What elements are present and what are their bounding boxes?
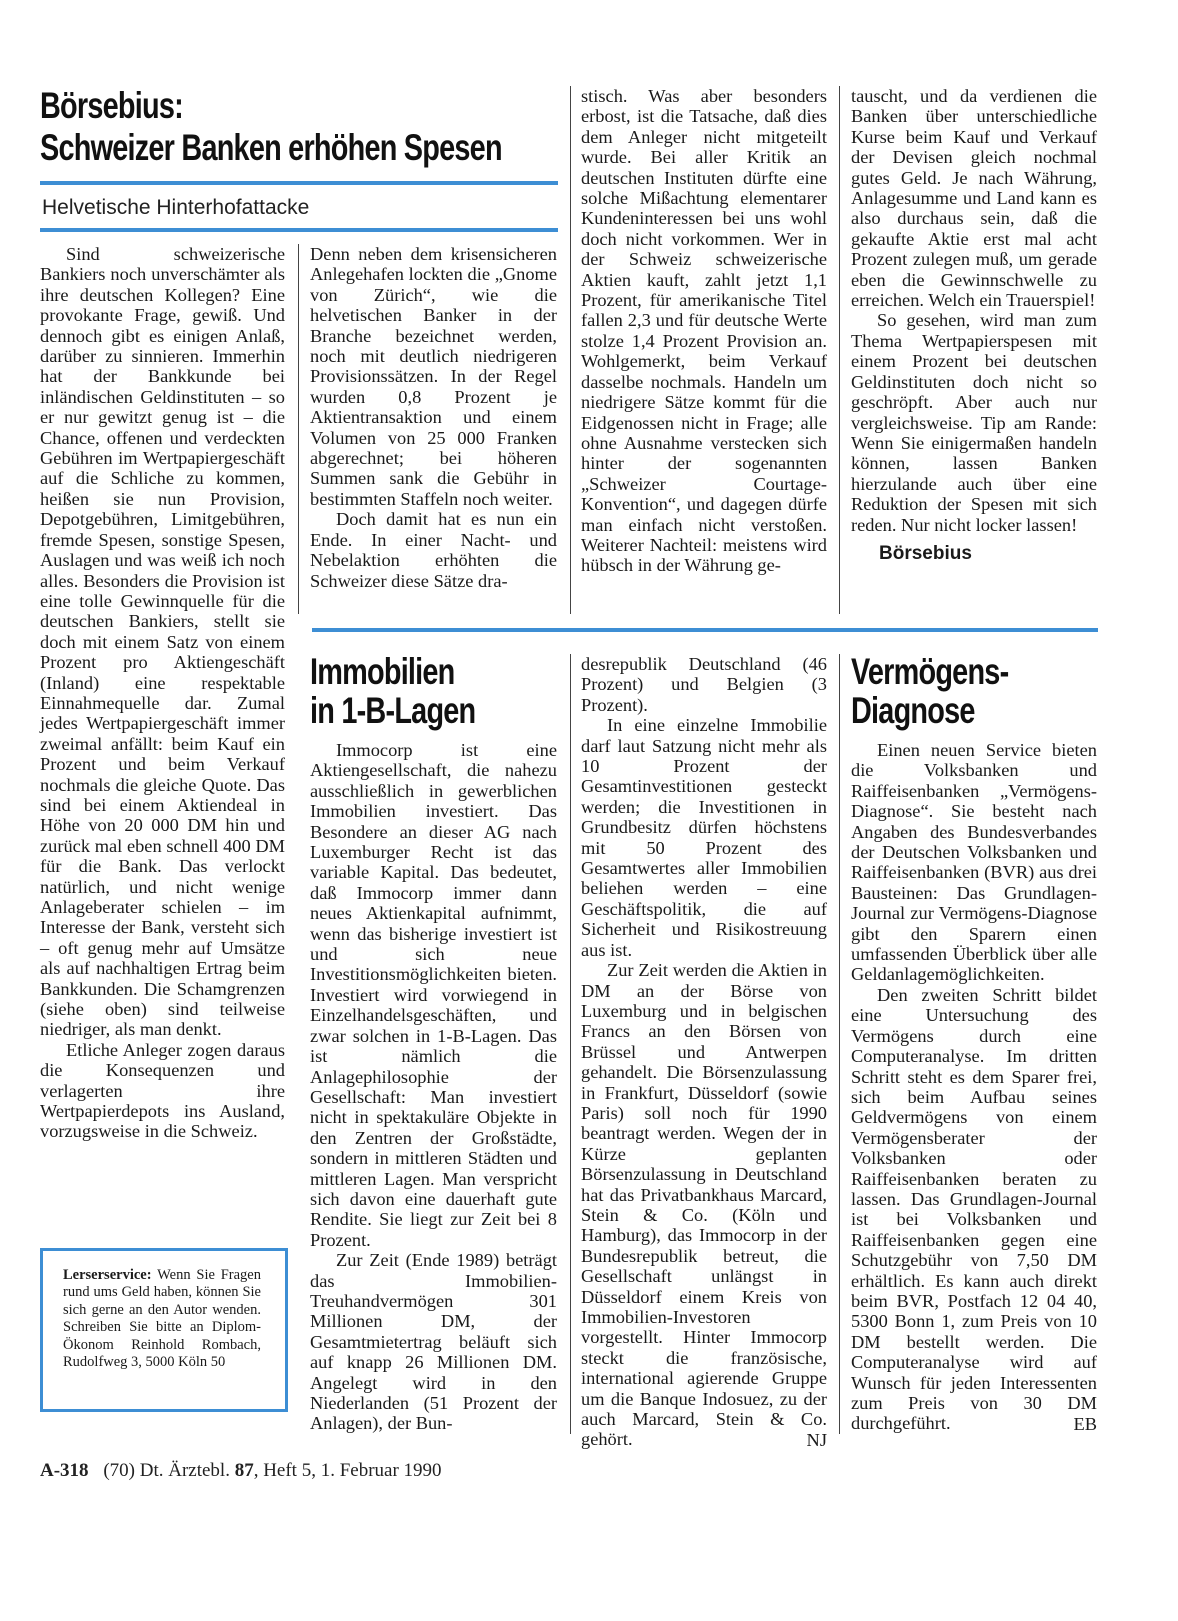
footer-issue-suffix: , Heft 5, 1. Februar 1990: [253, 1460, 442, 1481]
column-divider: [839, 86, 840, 614]
article3-signature: EB: [1073, 1413, 1097, 1434]
article1-headline: [40, 86, 580, 170]
article2-headline: [310, 652, 560, 730]
subheadline-rule: [40, 228, 558, 232]
article2-column-2: [581, 654, 827, 1450]
article3-paragraph-1: Einen neuen Service bieten die Volksbanken und Raiffeisenbanken „Vermögens-Diagnose“. Sie besteht nach Angaben des Bundesverbandes der Deutschen Volksbanken und Raiffeisenbanken (BVR) aus drei Bausteinen: Das Grundlagen-Journal zur Vermögens-Diagnose gibt den Sparern einen umfassenden Überblick über alle Geldanlagemöglichkeiten.: [851, 740, 1097, 985]
footer-volume: 87: [234, 1460, 254, 1481]
section-rule: [312, 628, 1098, 632]
article2-column-1: [310, 740, 557, 1434]
article2-col1-paragraph-2: Zur Zeit (Ende 1989) beträgt das Immobilien-Treuhandvermögen 301 Millionen DM, der Gesamtmietertrag beläuft sich auf knapp 26 Millionen DM. Angelegt wird in den Niederlanden (51 Prozent der Anlagen), der Bun-: [310, 1250, 557, 1434]
article1-column-4: [851, 86, 1097, 564]
article1-col2-paragraph-2: Doch damit hat es nun ein Ende. In einer Nacht- und Nebelaktion erhöhten die Schweizer diese Sätze dra-: [310, 509, 557, 591]
article3-headline: [851, 652, 1101, 730]
article2-signature: NJ: [806, 1429, 827, 1450]
article1-column-1: [40, 244, 285, 1142]
article1-headline-line1: Börsebius:: [40, 85, 183, 126]
article1-col4-paragraph-1: tauscht, und da verdienen die Banken über unterschiedliche Kurse beim Kauf und Verkauf der Devisen gleich nochmal gutes Geld. Je nach Währung, Anlagesumme und Land kann es also durchaus sein, daß die gekaufte Aktie erst mal acht Prozent zulegen muß, um gerade eben die Gewinnschwelle zu erreichen. Welch ein Trauerspiel!: [851, 86, 1097, 311]
reader-service-box: [40, 1248, 288, 1412]
reader-service-text: Wenn Sie Fragen rund ums Geld haben, können Sie sich gerne an den Autor wenden. Schreiben Sie bitte an Diplom-Ökonom Reinhold Rombach, Rudolfweg 3, 5000 Köln 50: [63, 1267, 261, 1371]
article3-headline-line2: Diagnose: [851, 690, 975, 731]
article3-headline-line1: Vermögens-: [851, 651, 1009, 692]
article2-col1-paragraph-1: Immocorp ist eine Aktiengesellschaft, die nahezu ausschließlich in gewerblichen Immobilien investiert. Das Besondere an dieser AG nach Luxemburger Recht ist das variable Kapital. Das bedeutet, daß Immocorp immer dann neues Aktienkapital aufnimmt, wenn das bisherige investiert ist und sich neue Investitionsmöglichkeiten bieten. Investiert wird vorwiegend in Einzelhandelsgeschäften, und zwar solchen in 1-B-Lagen. Das ist nämlich die Anlagephilosophie der Gesellschaft: Man investiert nicht in spektakuläre Objekte in den Zentren der Großstädte, sondern in mittleren Städten und mittleren Lagen. Man verspricht sich davon eine dauerhaft gute Rendite. Sie liegt zur Zeit bei 8 Prozent.: [310, 740, 557, 1250]
column-divider: [839, 654, 840, 1434]
article2-headline-line2: in 1-B-Lagen: [310, 690, 476, 731]
article1-col3-paragraph-1: stisch. Was aber besonders erbost, ist die Tatsache, daß dies dem Anleger nicht mitgeteilt wurde. Bei aller Kritik an deutschen Instituten dürfte eine solche Mißachtung elementarer Kundeninteressen bei uns wohl doch nicht vorkommen. Wer in der Schweiz schweizerische Aktien kauft, zahlt jetzt 1,1 Prozent, für amerikanische Titel fallen 2,3 und für deutsche Werte stolze 1,4 Prozent Provision an. Wohlgemerkt, beim Verkauf dasselbe nochmals. Handeln um niedrigere Sätze kommt für die Eidgenossen nicht in Frage; alle ohne Ausnahme verstecken sich hinter der sogenannten „Schweizer Courtage-Konvention“, und dagegen dürfe man einfach nicht verstoßen. Weiterer Nachteil: meistens wird hübsch in der Währung ge-: [581, 86, 827, 576]
column-divider: [298, 244, 299, 614]
article1-headline-line2: Schweizer Banken erhöhen Spesen: [40, 127, 502, 168]
article1-col1-paragraph-2: Etliche Anleger zogen daraus die Konsequenzen und verlagerten ihre Wertpapierdepots ins Ausland, vorzugsweise in die Schweiz.: [40, 1039, 285, 1142]
footer-issue-prefix: (70) Dt. Ärztebl.: [103, 1460, 230, 1481]
article1-col1-paragraph-1: Sind schweizerische Bankiers noch unverschämter als ihre deutschen Kollegen? Eine provokante Frage, gewiß. Und dennoch gibt es einigen Anlaß, darüber zu sinnieren. Immerhin hat der Bankkunde bei inländischen Geldinstituten – so er nur gewitzt genug ist – die Chance, offenen und verdeckten Gebühren im Wertpapiergeschäft auf die Schliche zu kommen, heißen sie nun Provision, Depotgebühren, Limitgebühren, fremde Spesen, sonstige Spesen, Auslagen und was weiß ich noch alles. Besonders die Provision ist eine tolle Gewinnquelle für die deutschen Bankiers, stellt sie doch mit einem Satz von einem Prozent pro Aktiengeschäft (Inland) eine respektable Einnahmequelle dar. Zumal jedes Wertpapiergeschäft immer zweimal anfällt: beim Kauf ein Prozent und beim Verkauf nochmals die gleiche Quote. Das sind bei einem Aktiendeal in Höhe von 20 000 DM hin und zurück mal eben schnell 400 DM für die Bank. Das verlockt natürlich, und nicht wenige Anlageberater schielen – im Interesse der Bank, versteht sich – oft genug mehr auf Umsätze als auf nachhaltigen Ertrag beim Bankkunden. Die Schamgrenzen (siehe oben) sind teilweise niedriger, als man denkt.: [40, 244, 285, 1040]
article1-subheadline: Helvetische Hinterhofattacke: [42, 196, 310, 219]
page-footer: [40, 1460, 442, 1482]
article2-headline-line1: Immobilien: [310, 651, 455, 692]
reader-service-label: Lerserservice:: [63, 1267, 152, 1283]
article1-col2-paragraph-1: Denn neben dem krisensicheren Anlegehafen lockten die „Gnome von Zürich“, wie die helvetischen Banker in der Branche bezeichnet werden, noch mit deutlich niedrigeren Provisionssätzen. In der Regel wurden 0,8 Prozent je Aktientransaktion und einem Volumen von 25 000 Franken abgerechnet; bei höheren Summen sank die Gebühr in bestimmten Staffeln noch weiter.: [310, 244, 557, 509]
article2-col2-paragraph-2: In eine einzelne Immobilie darf laut Satzung nicht mehr als 10 Prozent der Gesamtinvestitionen gesteckt werden; die Investitionen in Grundbesitz dürfen höchstens mit 50 Prozent des Gesamtwertes aller Immobilien beliehen werden – eine Geschäftspolitik, die auf Sicherheit und Risikostreuung aus ist.: [581, 715, 827, 960]
article2-col2-paragraph-1: desrepublik Deutschland (46 Prozent) und Belgien (3 Prozent).: [581, 654, 827, 715]
column-divider: [570, 654, 571, 1434]
headline-rule: [40, 181, 558, 185]
article3-column: [851, 740, 1097, 1434]
footer-page-number: A-318: [40, 1460, 89, 1481]
column-divider: [570, 86, 571, 614]
article3-paragraph-2: Den zweiten Schritt bildet eine Untersuchung des Vermögens durch eine Computeranalyse. Im dritten Schritt steht es dem Sparer frei, sich beim Aufbau seines Geldvermögens von einem Vermögensberater der Volksbanken oder Raiffeisenbanken beraten zu lassen. Das Grundlagen-Journal ist bei Volksbanken und Raiffeisenbanken gegen eine Schutzgebühr von 7,50 DM erhältlich. Es kann auch direkt beim BVR, Postfach 12 04 40, 5300 Bonn 1, zum Preis von 10 DM bestellt werden. Die Computeranalyse wird auf Wunsch für jeden Interessenten zum Preis von 30 DM durchgeführt.: [851, 984, 1097, 1434]
article1-col4-paragraph-2: So gesehen, wird man zum Thema Wertpapierspesen mit einem Prozent bei deutschen Geldinstituten doch nicht so geschröpft. Aber auch nur vergleichsweise. Tip am Rande: Wenn Sie einigermaßen handeln können, lassen Banken hierzulande auch über eine Reduktion der Spesen mit sich reden. Nur nicht locker lassen!: [851, 310, 1097, 535]
article1-column-2: [310, 244, 557, 591]
reader-service-text-block: [63, 1267, 261, 1371]
article2-col2-paragraph-3: Zur Zeit werden die Aktien in DM an der Börse von Luxemburg und in belgischen Francs an den Börsen von Brüssel und Antwerpen gehandelt. Die Börsenzulassung in Frankfurt, Düsseldorf (sowie Paris) soll noch für 1990 beantragt werden. Wegen der in Kürze geplanten Börsenzulassung in Deutschland hat das Privatbankhaus Marcard, Stein & Co. (Köln und Hamburg), das Immocorp in der Bundesrepublik betreut, die Gesellschaft unlängst in Düsseldorf einem Kreis von Immobilien-Investoren vorgestellt. Hinter Immocorp steckt die französische, international agierende Gruppe um die Banque Indosuez, zu der auch Marcard, Stein & Co. gehört.: [581, 960, 827, 1450]
article1-signature: Börsebius: [879, 542, 972, 564]
article1-column-3: [581, 86, 827, 576]
